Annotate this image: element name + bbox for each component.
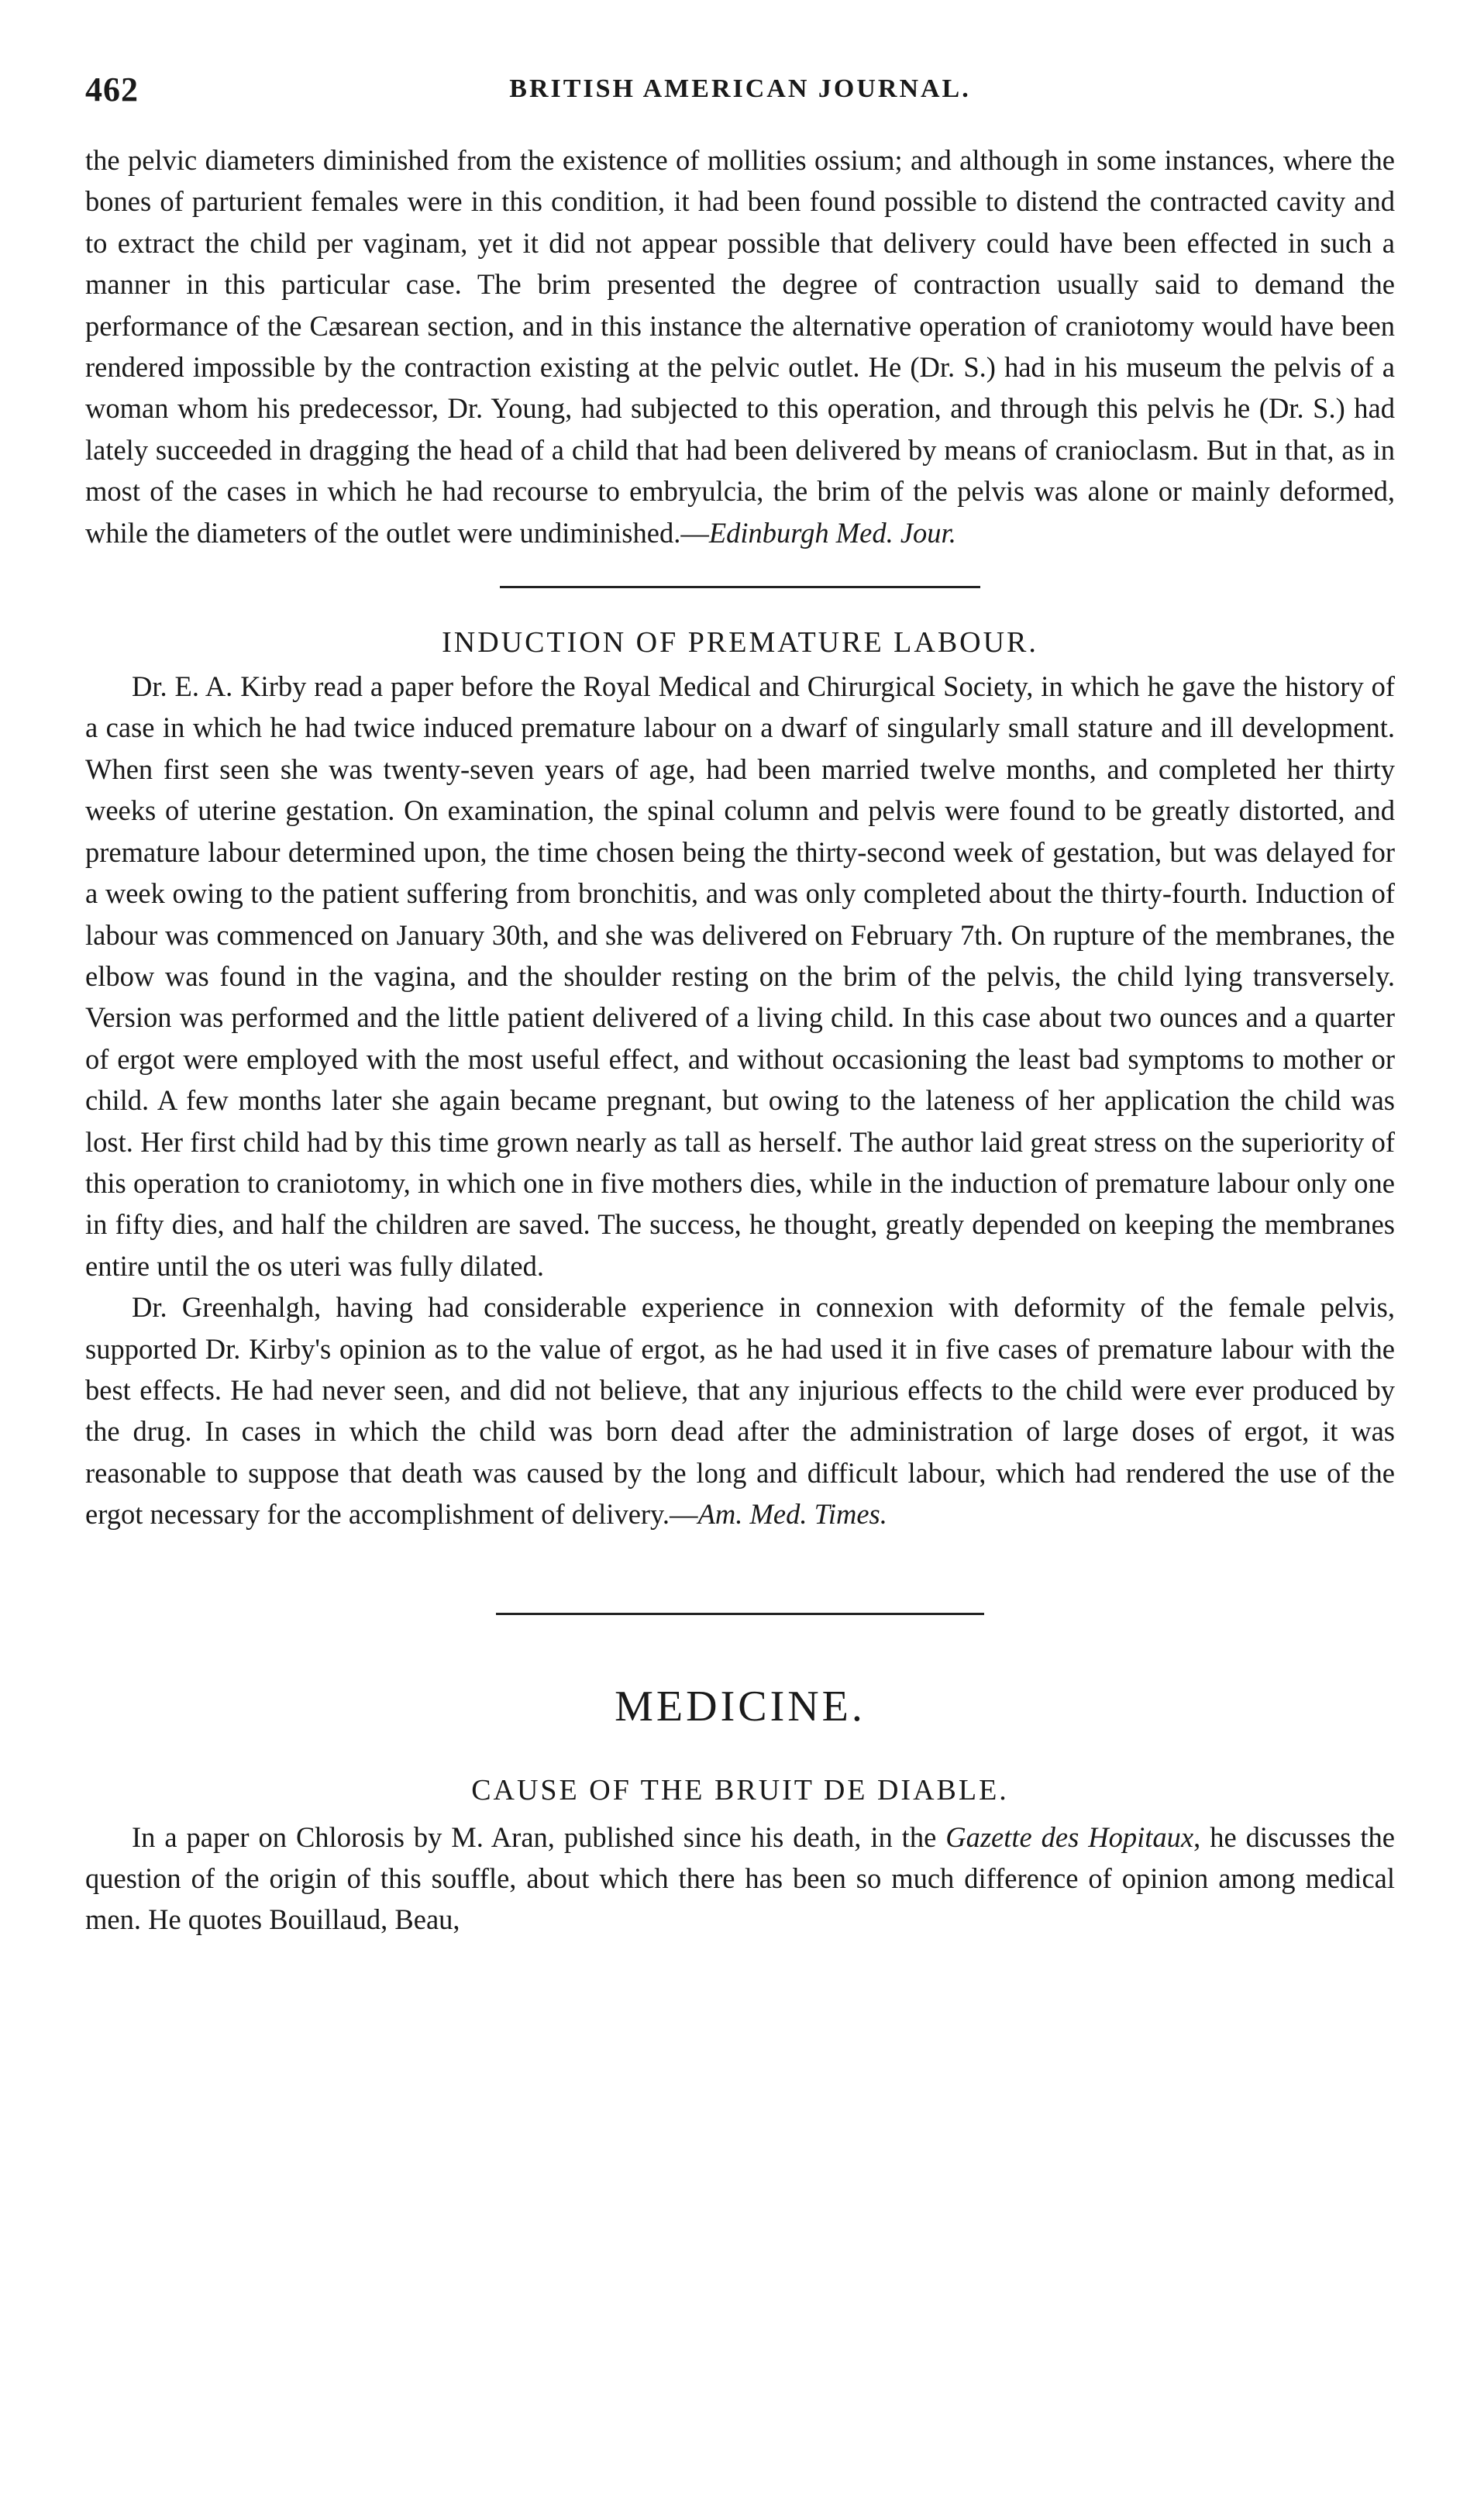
journal-title: Gazette des Hopitaux bbox=[945, 1820, 1194, 1853]
paragraph-chlorosis-end: , he discusses the question of the origin of this souffle, about which there has been so much difference of opinion among medical men. He quotes Bouillaud, Beau, bbox=[85, 1820, 1395, 1936]
document-page bbox=[85, 70, 1395, 1941]
continued-paragraph bbox=[85, 139, 1395, 553]
major-heading-medicine: MEDICINE. bbox=[615, 1682, 866, 1731]
paragraph-kirby: Dr. E. A. Kirby read a paper before the Royal Medical and Chirurgical Society, in which he gave the history of a case in which he had twice induced premature labour on a dwarf of singularly small stature and ill development. When first seen she was twenty-seven years of age, had been married twelve months, and completed her thirty weeks of uterine gestation. On examination, the spinal column and pelvis were found to be greatly distorted, and premature labour determined upon, the time chosen being the thirty-second week of gestation, but was delayed for a week owing to the patient suffering from bronchitis, and was only completed about the thirty-fourth. Induction of labour was commenced on January 30th, and she was delivered on February 7th. On rupture of the membranes, the elbow was found in the vagina, and the shoulder resting on the brim of the pelvis, the child lying transversely. Version was performed and the little patient delivered of a living child. In this case about two ounces and a quarter of ergot were employed with the most useful effect, and without occasioning the least bad symptoms to mother or child. A few months later she again became pregnant, but owing to the lateness of her application the child was lost. Her first child had by this time grown nearly as tall as herself. The author laid great stress on the superiority of this operation to craniotomy, in which one in five mothers dies, while in the induction of premature labour only one in fifty dies, and half the children are saved. The success, he thought, greatly depended on keeping the membranes entire until the os uteri was fully dilated. bbox=[85, 670, 1395, 1282]
continued-paragraph-text: the pelvic diameters diminished from the existence of mollities ossium; and although in some instances, where the bones of parturient females were in this condition, it had been found possible to distend the contracted cavity and to extract the child per vaginam, yet it did not appear possible that delivery could have been effected in such a manner in this particular case. The brim presented the degree of contraction usually said to demand the performance of the Cæsarean section, and in this instance the alternative operation of craniotomy would have been rendered impossible by the contraction existing at the pelvic outlet. He (Dr. S.) had in his museum the pelvis of a woman whom his predecessor, Dr. Young, had subjected to this operation, and through this pelvis he (Dr. S.) had lately succeeded in dragging the head of a child that had been delivered by means of cranioclasm. But in that, as in most of the cases in which he had recourse to embryulcia, the brim of the pelvis was alone or mainly deformed, while the diameters of the outlet were undiminished.— bbox=[85, 144, 1395, 549]
section-divider bbox=[500, 586, 980, 588]
page-number: 462 bbox=[85, 71, 139, 108]
page-header bbox=[85, 70, 1395, 116]
source-citation: Am. Med. Times. bbox=[697, 1498, 887, 1531]
paragraph-greenhalgh-text: Dr. Greenhalgh, having had considerable experience in connexion with deformity of the female pelvis, supported Dr. Kirby's opinion as to the value of ergot, as he had used it in five cases of premature labour with the best effects. He had never seen, and did not believe, that any injurious effects to the child were ever produced by the drug. In cases in which the child was born dead after the administration of large doses of ergot, it was reasonable to suppose that death was caused by the long and difficult labour, which had rendered the use of the ergot necessary for the accomplishment of delivery.— bbox=[85, 1291, 1395, 1531]
section-divider bbox=[496, 1613, 984, 1615]
source-citation: Edinburgh Med. Jour. bbox=[708, 516, 956, 549]
paragraph-chlorosis bbox=[85, 1817, 1395, 1941]
running-head: BRITISH AMERICAN JOURNAL. bbox=[509, 74, 971, 103]
paragraph-greenhalgh bbox=[85, 1286, 1395, 1534]
section-heading-induction: INDUCTION OF PREMATURE LABOUR. bbox=[442, 626, 1038, 660]
section-heading-bruit: CAUSE OF THE BRUIT DE DIABLE. bbox=[471, 1773, 1009, 1807]
paragraph-chlorosis-start: In a paper on Chlorosis by M. Aran, published since his death, in the bbox=[132, 1820, 946, 1853]
